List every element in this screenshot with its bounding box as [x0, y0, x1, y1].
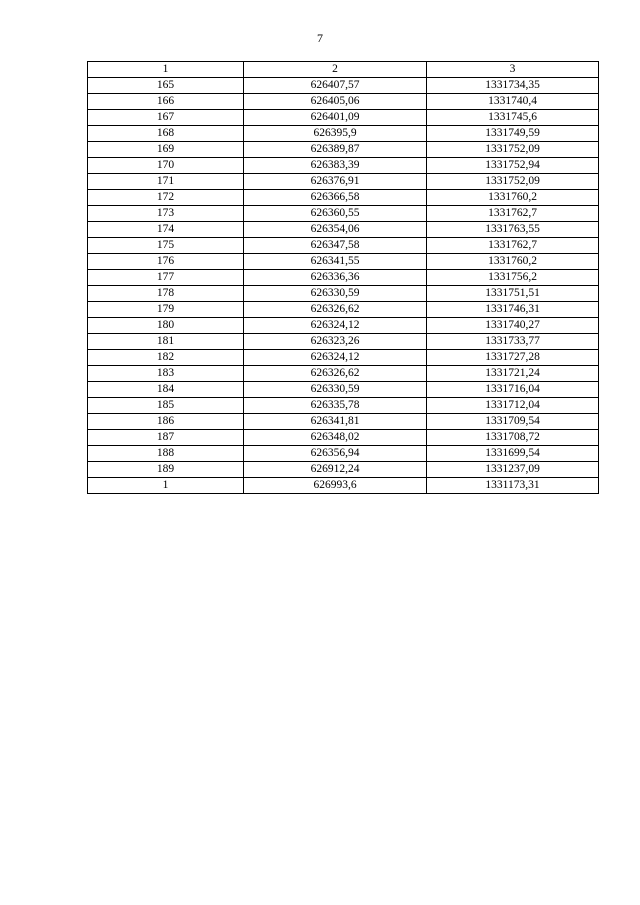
y-coordinate-cell: 1331740,4: [427, 94, 599, 110]
point-number-cell: 187: [88, 430, 244, 446]
point-number-cell: 1: [88, 478, 244, 494]
table-row: [88, 478, 599, 494]
table-row: [88, 430, 599, 446]
y-coordinate-cell: 1331708,72: [427, 430, 599, 446]
x-coordinate-cell: 626407,57: [244, 78, 427, 94]
table-row: [88, 222, 599, 238]
x-coordinate-cell: 626326,62: [244, 366, 427, 382]
point-number-cell: 176: [88, 254, 244, 270]
x-coordinate-cell: 626401,09: [244, 110, 427, 126]
y-coordinate-cell: 1331740,27: [427, 318, 599, 334]
point-number-cell: 174: [88, 222, 244, 238]
x-coordinate-cell: 626341,55: [244, 254, 427, 270]
table-row: [88, 366, 599, 382]
point-number-cell: 183: [88, 366, 244, 382]
x-coordinate-cell: 626354,06: [244, 222, 427, 238]
y-coordinate-cell: 1331752,09: [427, 174, 599, 190]
point-number-cell: 166: [88, 94, 244, 110]
point-number-cell: 178: [88, 286, 244, 302]
table-row: [88, 126, 599, 142]
x-coordinate-cell: 626360,55: [244, 206, 427, 222]
x-coordinate-cell: 626335,78: [244, 398, 427, 414]
table-row: [88, 94, 599, 110]
table-row: [88, 142, 599, 158]
column-header-1: 1: [88, 62, 244, 78]
point-number-cell: 175: [88, 238, 244, 254]
x-coordinate-cell: 626912,24: [244, 462, 427, 478]
point-number-cell: 180: [88, 318, 244, 334]
x-coordinate-cell: 626330,59: [244, 382, 427, 398]
table-row: [88, 190, 599, 206]
table-row: [88, 334, 599, 350]
point-number-cell: 169: [88, 142, 244, 158]
point-number-cell: 177: [88, 270, 244, 286]
table-row: [88, 398, 599, 414]
point-number-cell: 185: [88, 398, 244, 414]
point-number-cell: 171: [88, 174, 244, 190]
y-coordinate-cell: 1331762,7: [427, 238, 599, 254]
x-coordinate-cell: 626383,39: [244, 158, 427, 174]
point-number-cell: 172: [88, 190, 244, 206]
point-number-cell: 167: [88, 110, 244, 126]
column-header-2: 2: [244, 62, 427, 78]
x-coordinate-cell: 626395,9: [244, 126, 427, 142]
x-coordinate-cell: 626366,58: [244, 190, 427, 206]
table-row: [88, 350, 599, 366]
table-row: [88, 382, 599, 398]
x-coordinate-cell: 626993,6: [244, 478, 427, 494]
point-number-cell: 182: [88, 350, 244, 366]
x-coordinate-cell: 626341,81: [244, 414, 427, 430]
table-row: [88, 174, 599, 190]
y-coordinate-cell: 1331734,35: [427, 78, 599, 94]
y-coordinate-cell: 1331760,2: [427, 254, 599, 270]
y-coordinate-cell: 1331751,51: [427, 286, 599, 302]
y-coordinate-cell: 1331712,04: [427, 398, 599, 414]
y-coordinate-cell: 1331760,2: [427, 190, 599, 206]
y-coordinate-cell: 1331721,24: [427, 366, 599, 382]
table-header-row: [88, 62, 599, 78]
y-coordinate-cell: 1331746,31: [427, 302, 599, 318]
table-row: [88, 318, 599, 334]
table-row: [88, 446, 599, 462]
table-row: [88, 270, 599, 286]
y-coordinate-cell: 1331752,09: [427, 142, 599, 158]
table-row: [88, 302, 599, 318]
x-coordinate-cell: 626324,12: [244, 318, 427, 334]
x-coordinate-cell: 626324,12: [244, 350, 427, 366]
table-row: [88, 286, 599, 302]
table-body: [88, 78, 599, 494]
table-row: [88, 206, 599, 222]
x-coordinate-cell: 626323,26: [244, 334, 427, 350]
x-coordinate-cell: 626389,87: [244, 142, 427, 158]
point-number-cell: 179: [88, 302, 244, 318]
x-coordinate-cell: 626326,62: [244, 302, 427, 318]
table-row: [88, 462, 599, 478]
y-coordinate-cell: 1331237,09: [427, 462, 599, 478]
y-coordinate-cell: 1331699,54: [427, 446, 599, 462]
point-number-cell: 181: [88, 334, 244, 350]
y-coordinate-cell: 1331709,54: [427, 414, 599, 430]
point-number-cell: 188: [88, 446, 244, 462]
x-coordinate-cell: 626330,59: [244, 286, 427, 302]
y-coordinate-cell: 1331716,04: [427, 382, 599, 398]
table-row: [88, 414, 599, 430]
y-coordinate-cell: 1331756,2: [427, 270, 599, 286]
table-row: [88, 110, 599, 126]
table-row: [88, 78, 599, 94]
y-coordinate-cell: 1331745,6: [427, 110, 599, 126]
point-number-cell: 173: [88, 206, 244, 222]
table-row: [88, 238, 599, 254]
coordinates-table: [87, 61, 599, 494]
point-number-cell: 165: [88, 78, 244, 94]
y-coordinate-cell: 1331752,94: [427, 158, 599, 174]
y-coordinate-cell: 1331762,7: [427, 206, 599, 222]
page-number: 7: [317, 31, 323, 45]
y-coordinate-cell: 1331733,77: [427, 334, 599, 350]
y-coordinate-cell: 1331763,55: [427, 222, 599, 238]
x-coordinate-cell: 626376,91: [244, 174, 427, 190]
x-coordinate-cell: 626347,58: [244, 238, 427, 254]
x-coordinate-cell: 626348,02: [244, 430, 427, 446]
point-number-cell: 184: [88, 382, 244, 398]
x-coordinate-cell: 626405,06: [244, 94, 427, 110]
table-row: [88, 254, 599, 270]
point-number-cell: 168: [88, 126, 244, 142]
column-header-3: 3: [427, 62, 599, 78]
point-number-cell: 189: [88, 462, 244, 478]
table-row: [88, 158, 599, 174]
y-coordinate-cell: 1331173,31: [427, 478, 599, 494]
x-coordinate-cell: 626356,94: [244, 446, 427, 462]
point-number-cell: 170: [88, 158, 244, 174]
y-coordinate-cell: 1331749,59: [427, 126, 599, 142]
x-coordinate-cell: 626336,36: [244, 270, 427, 286]
y-coordinate-cell: 1331727,28: [427, 350, 599, 366]
point-number-cell: 186: [88, 414, 244, 430]
